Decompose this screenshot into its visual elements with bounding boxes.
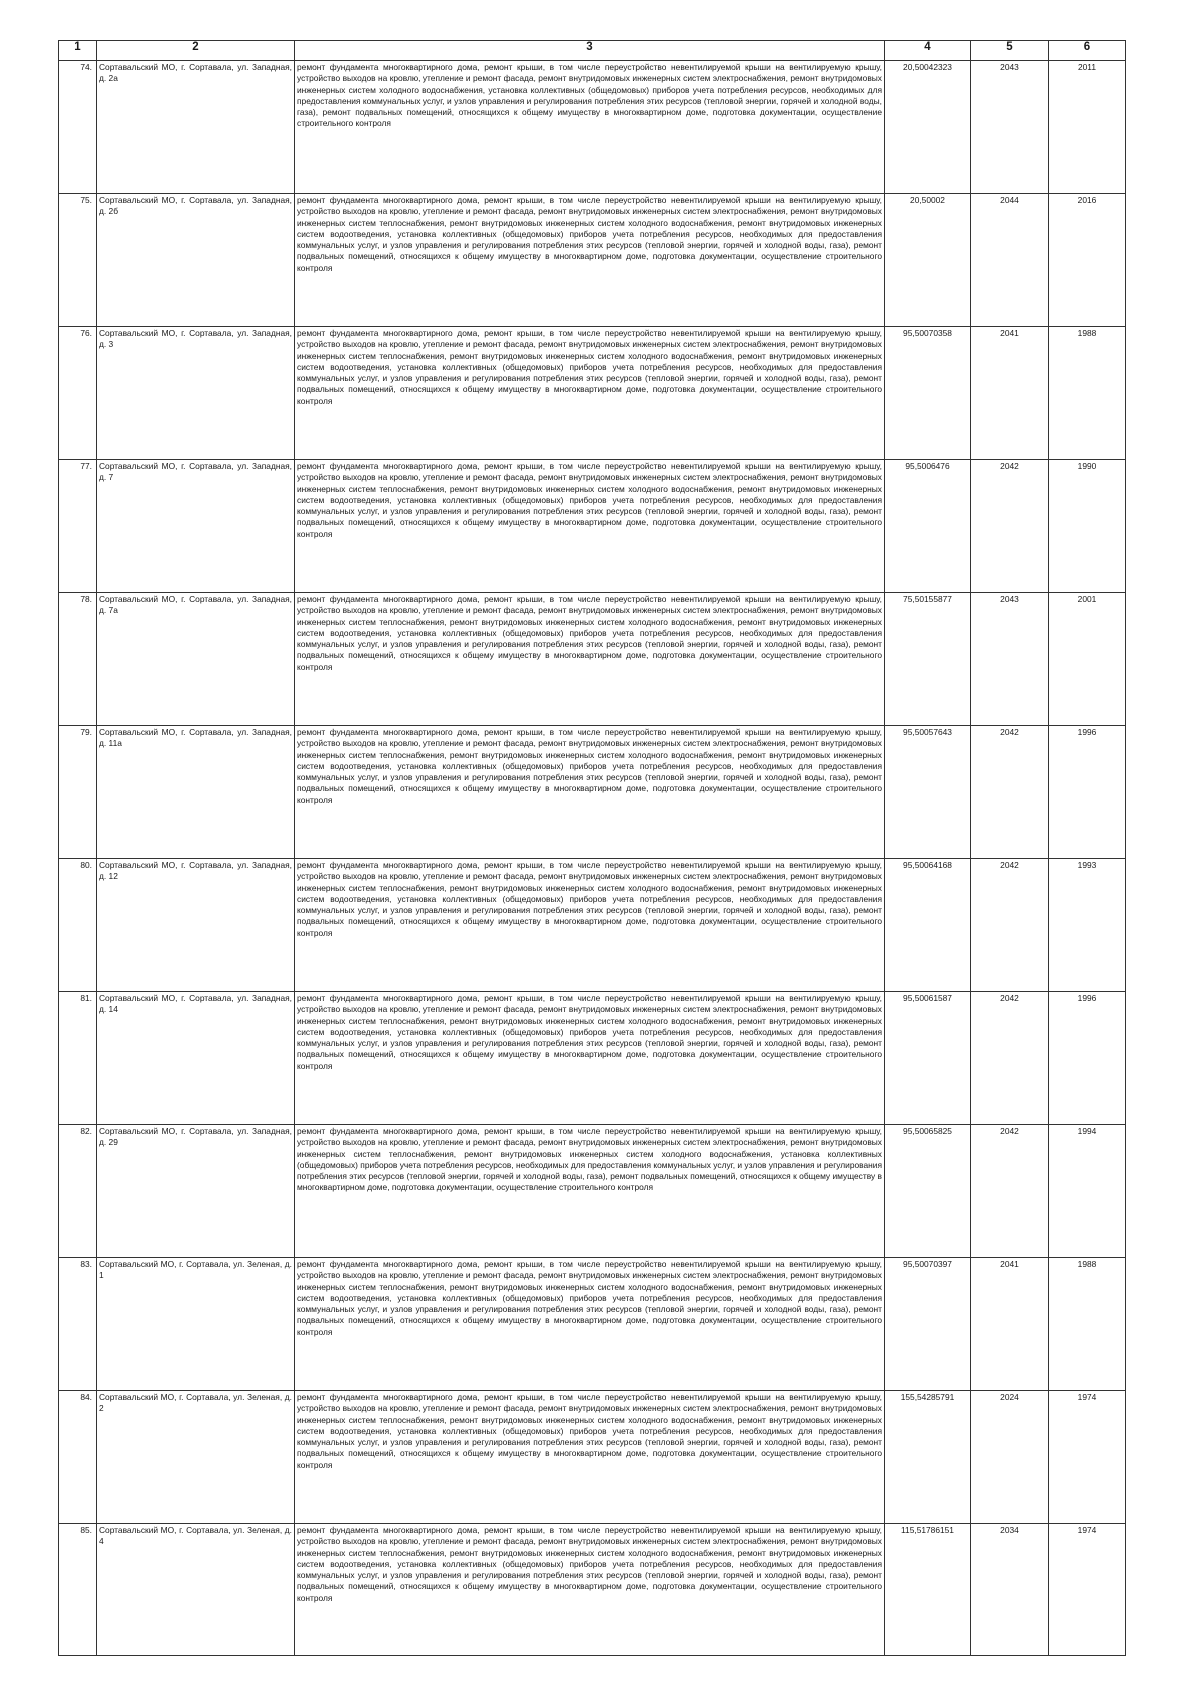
works-description-cell: ремонт фундамента многоквартирного дома, ремонт крыши, в том числе переустройство невентилируемой крыши на вентилируемую крышу, устройство выходов на кровлю, утепление и ремонт фасада, ремонт внутридомовых инженерных систем электроснабжения, ремонт внутридомовых инженерных систем холодного водоснабжения, установка коллективных (общедомовых) приборов учета потребления ресурсов, необходимых для предоставления коммунальных услуг, и узлов управления и регулирования потребления этих ресурсов (тепловой энергии, горячей и холодной воды, газа), ремонт подвальных помещений, относящихся к общему имуществу в многоквартирном доме, подготовка документации, осуществление строительного контроля: [295, 61, 885, 194]
column-header-4: 4: [885, 41, 971, 61]
address-cell: Сортавальский МО, г. Сортавала, ул. Западная, д. 11а: [97, 726, 295, 859]
works-description-cell: ремонт фундамента многоквартирного дома, ремонт крыши, в том числе переустройство невентилируемой крыши на вентилируемую крышу, устройство выходов на кровлю, утепление и ремонт фасада, ремонт внутридомовых инженерных систем электроснабжения, ремонт внутридомовых инженерных систем теплоснабжения, ремонт внутридомовых инженерных систем холодного водоснабжения, ремонт внутридомовых инженерных систем водоотведения, установка коллективных (общедомовых) приборов учета потребления ресурсов, необходимых для предоставления коммунальных услуг, и узлов управления и регулирования потребления этих ресурсов (тепловой энергии, горячей и холодной воды, газа), ремонт подвальных помещений, относящихся к общему имуществу в многоквартирном доме, подготовка документации, осуществление строительного контроля: [295, 1258, 885, 1391]
planned-year-cell: 2042: [971, 1125, 1049, 1258]
column-header-6: 6: [1049, 41, 1126, 61]
row-number: 81.: [59, 992, 97, 1125]
cost-cell: 95,50065825: [885, 1125, 971, 1258]
header-row: [59, 41, 1126, 61]
cost-cell: 20,50042323: [885, 61, 971, 194]
table-row: [59, 1391, 1126, 1524]
row-number: 84.: [59, 1391, 97, 1524]
address-cell: Сортавальский МО, г. Сортавала, ул. Зеленая, д. 1: [97, 1258, 295, 1391]
built-year-cell: 1974: [1049, 1524, 1126, 1656]
built-year-cell: 1988: [1049, 327, 1126, 460]
built-year-cell: 2011: [1049, 61, 1126, 194]
address-cell: Сортавальский МО, г. Сортавала, ул. Западная, д. 7: [97, 460, 295, 593]
address-cell: Сортавальский МО, г. Сортавала, ул. Западная, д. 7а: [97, 593, 295, 726]
row-number: 80.: [59, 859, 97, 992]
planned-year-cell: 2041: [971, 1258, 1049, 1391]
works-description-cell: ремонт фундамента многоквартирного дома, ремонт крыши, в том числе переустройство невентилируемой крыши на вентилируемую крышу, устройство выходов на кровлю, утепление и ремонт фасада, ремонт внутридомовых инженерных систем электроснабжения, ремонт внутридомовых инженерных систем теплоснабжения, ремонт внутридомовых инженерных систем холодного водоснабжения, ремонт внутридомовых инженерных систем водоотведения, установка коллективных (общедомовых) приборов учета потребления ресурсов, необходимых для предоставления коммунальных услуг, и узлов управления и регулирования потребления этих ресурсов (тепловой энергии, горячей и холодной воды, газа), ремонт подвальных помещений, относящихся к общему имуществу в многоквартирном доме, подготовка документации, осуществление строительного контроля: [295, 460, 885, 593]
cost-cell: 155,54285791: [885, 1391, 971, 1524]
planned-year-cell: 2042: [971, 859, 1049, 992]
row-number: 77.: [59, 460, 97, 593]
cost-cell: 95,50070358: [885, 327, 971, 460]
cost-cell: 95,50070397: [885, 1258, 971, 1391]
table-row: [59, 726, 1126, 859]
planned-year-cell: 2024: [971, 1391, 1049, 1524]
address-cell: Сортавальский МО, г. Сортавала, ул. Западная, д. 3: [97, 327, 295, 460]
cost-cell: 95,50061587: [885, 992, 971, 1125]
built-year-cell: 1974: [1049, 1391, 1126, 1524]
address-cell: Сортавальский МО, г. Сортавала, ул. Западная, д. 2а: [97, 61, 295, 194]
repair-schedule-table: [58, 40, 1126, 1656]
planned-year-cell: 2034: [971, 1524, 1049, 1656]
planned-year-cell: 2042: [971, 992, 1049, 1125]
works-description-cell: ремонт фундамента многоквартирного дома, ремонт крыши, в том числе переустройство невентилируемой крыши на вентилируемую крышу, устройство выходов на кровлю, утепление и ремонт фасада, ремонт внутридомовых инженерных систем электроснабжения, ремонт внутридомовых инженерных систем теплоснабжения, ремонт внутридомовых инженерных систем холодного водоснабжения, ремонт внутридомовых инженерных систем водоотведения, установка коллективных (общедомовых) приборов учета потребления ресурсов, необходимых для предоставления коммунальных услуг, и узлов управления и регулирования потребления этих ресурсов (тепловой энергии, горячей и холодной воды, газа), ремонт подвальных помещений, относящихся к общему имуществу в многоквартирном доме, подготовка документации, осуществление строительного контроля: [295, 859, 885, 992]
works-description-cell: ремонт фундамента многоквартирного дома, ремонт крыши, в том числе переустройство невентилируемой крыши на вентилируемую крышу, устройство выходов на кровлю, утепление и ремонт фасада, ремонт внутридомовых инженерных систем электроснабжения, ремонт внутридомовых инженерных систем теплоснабжения, ремонт внутридомовых инженерных систем холодного водоснабжения, ремонт внутридомовых инженерных систем водоотведения, установка коллективных (общедомовых) приборов учета потребления ресурсов, необходимых для предоставления коммунальных услуг, и узлов управления и регулирования потребления этих ресурсов (тепловой энергии, горячей и холодной воды, газа), ремонт подвальных помещений, относящихся к общему имуществу в многоквартирном доме, подготовка документации, осуществление строительного контроля: [295, 1391, 885, 1524]
column-header-3: 3: [295, 41, 885, 61]
works-description-cell: ремонт фундамента многоквартирного дома, ремонт крыши, в том числе переустройство невентилируемой крыши на вентилируемую крышу, устройство выходов на кровлю, утепление и ремонт фасада, ремонт внутридомовых инженерных систем электроснабжения, ремонт внутридомовых инженерных систем теплоснабжения, ремонт внутридомовых инженерных систем холодного водоснабжения, ремонт внутридомовых инженерных систем водоотведения, установка коллективных (общедомовых) приборов учета потребления ресурсов, необходимых для предоставления коммунальных услуг, и узлов управления и регулирования потребления этих ресурсов (тепловой энергии, горячей и холодной воды, газа), ремонт подвальных помещений, относящихся к общему имуществу в многоквартирном доме, подготовка документации, осуществление строительного контроля: [295, 194, 885, 327]
table-row: [59, 1125, 1126, 1258]
cost-cell: 20,50002: [885, 194, 971, 327]
address-cell: Сортавальский МО, г. Сортавала, ул. Зеленая, д. 2: [97, 1391, 295, 1524]
table-row: [59, 859, 1126, 992]
column-header-2: 2: [97, 41, 295, 61]
cost-cell: 95,50057643: [885, 726, 971, 859]
built-year-cell: 1988: [1049, 1258, 1126, 1391]
planned-year-cell: 2041: [971, 327, 1049, 460]
address-cell: Сортавальский МО, г. Сортавала, ул. Западная, д. 12: [97, 859, 295, 992]
row-number: 85.: [59, 1524, 97, 1656]
built-year-cell: 1990: [1049, 460, 1126, 593]
address-cell: Сортавальский МО, г. Сортавала, ул. Западная, д. 29: [97, 1125, 295, 1258]
planned-year-cell: 2042: [971, 460, 1049, 593]
row-number: 74.: [59, 61, 97, 194]
table-row: [59, 460, 1126, 593]
works-description-cell: ремонт фундамента многоквартирного дома, ремонт крыши, в том числе переустройство невентилируемой крыши на вентилируемую крышу, устройство выходов на кровлю, утепление и ремонт фасада, ремонт внутридомовых инженерных систем электроснабжения, ремонт внутридомовых инженерных систем теплоснабжения, ремонт внутридомовых инженерных систем холодного водоснабжения, ремонт внутридомовых инженерных систем водоотведения, установка коллективных (общедомовых) приборов учета потребления ресурсов, необходимых для предоставления коммунальных услуг, и узлов управления и регулирования потребления этих ресурсов (тепловой энергии, горячей и холодной воды, газа), ремонт подвальных помещений, относящихся к общему имуществу в многоквартирном доме, подготовка документации, осуществление строительного контроля: [295, 726, 885, 859]
table-row: [59, 61, 1126, 194]
built-year-cell: 1996: [1049, 726, 1126, 859]
built-year-cell: 2016: [1049, 194, 1126, 327]
row-number: 76.: [59, 327, 97, 460]
table-row: [59, 327, 1126, 460]
row-number: 79.: [59, 726, 97, 859]
cost-cell: 75,50155877: [885, 593, 971, 726]
planned-year-cell: 2043: [971, 593, 1049, 726]
planned-year-cell: 2043: [971, 61, 1049, 194]
document-page: [58, 40, 1126, 1656]
row-number: 83.: [59, 1258, 97, 1391]
table-row: [59, 194, 1126, 327]
column-header-5: 5: [971, 41, 1049, 61]
column-header-1: 1: [59, 41, 97, 61]
address-cell: Сортавальский МО, г. Сортавала, ул. Западная, д. 14: [97, 992, 295, 1125]
address-cell: Сортавальский МО, г. Сортавала, ул. Западная, д. 2б: [97, 194, 295, 327]
works-description-cell: ремонт фундамента многоквартирного дома, ремонт крыши, в том числе переустройство невентилируемой крыши на вентилируемую крышу, устройство выходов на кровлю, утепление и ремонт фасада, ремонт внутридомовых инженерных систем электроснабжения, ремонт внутридомовых инженерных систем теплоснабжения, ремонт внутридомовых инженерных систем холодного водоснабжения, ремонт внутридомовых инженерных систем водоотведения, установка коллективных (общедомовых) приборов учета потребления ресурсов, необходимых для предоставления коммунальных услуг, и узлов управления и регулирования потребления этих ресурсов (тепловой энергии, горячей и холодной воды, газа), ремонт подвальных помещений, относящихся к общему имуществу в многоквартирном доме, подготовка документации, осуществление строительного контроля: [295, 992, 885, 1125]
works-description-cell: ремонт фундамента многоквартирного дома, ремонт крыши, в том числе переустройство невентилируемой крыши на вентилируемую крышу, устройство выходов на кровлю, утепление и ремонт фасада, ремонт внутридомовых инженерных систем электроснабжения, ремонт внутридомовых инженерных систем теплоснабжения, ремонт внутридомовых инженерных систем холодного водоснабжения, ремонт внутридомовых инженерных систем водоотведения, установка коллективных (общедомовых) приборов учета потребления ресурсов, необходимых для предоставления коммунальных услуг, и узлов управления и регулирования потребления этих ресурсов (тепловой энергии, горячей и холодной воды, газа), ремонт подвальных помещений, относящихся к общему имуществу в многоквартирном доме, подготовка документации, осуществление строительного контроля: [295, 593, 885, 726]
row-number: 75.: [59, 194, 97, 327]
cost-cell: 95,50064168: [885, 859, 971, 992]
planned-year-cell: 2044: [971, 194, 1049, 327]
table-row: [59, 593, 1126, 726]
table-row: [59, 1524, 1126, 1656]
cost-cell: 95,5006476: [885, 460, 971, 593]
built-year-cell: 1994: [1049, 1125, 1126, 1258]
table-header: [59, 41, 1126, 61]
built-year-cell: 2001: [1049, 593, 1126, 726]
table-row: [59, 1258, 1126, 1391]
cost-cell: 115,51786151: [885, 1524, 971, 1656]
table-body: [59, 61, 1126, 1656]
row-number: 82.: [59, 1125, 97, 1258]
works-description-cell: ремонт фундамента многоквартирного дома, ремонт крыши, в том числе переустройство невентилируемой крыши на вентилируемую крышу, устройство выходов на кровлю, утепление и ремонт фасада, ремонт внутридомовых инженерных систем электроснабжения, ремонт внутридомовых инженерных систем теплоснабжения, ремонт внутридомовых инженерных систем холодного водоснабжения, установка коллективных (общедомовых) приборов учета потребления ресурсов, необходимых для предоставления коммунальных услуг, и узлов управления и регулирования потребления этих ресурсов (тепловой энергии, горячей и холодной воды, газа), ремонт подвальных помещений, относящихся к общему имуществу в многоквартирном доме, подготовка документации, осуществление строительного контроля: [295, 1125, 885, 1258]
built-year-cell: 1996: [1049, 992, 1126, 1125]
row-number: 78.: [59, 593, 97, 726]
works-description-cell: ремонт фундамента многоквартирного дома, ремонт крыши, в том числе переустройство невентилируемой крыши на вентилируемую крышу, устройство выходов на кровлю, утепление и ремонт фасада, ремонт внутридомовых инженерных систем электроснабжения, ремонт внутридомовых инженерных систем теплоснабжения, ремонт внутридомовых инженерных систем холодного водоснабжения, ремонт внутридомовых инженерных систем водоотведения, установка коллективных (общедомовых) приборов учета потребления ресурсов, необходимых для предоставления коммунальных услуг, и узлов управления и регулирования потребления этих ресурсов (тепловой энергии, горячей и холодной воды, газа), ремонт подвальных помещений, относящихся к общему имуществу в многоквартирном доме, подготовка документации, осуществление строительного контроля: [295, 327, 885, 460]
table-row: [59, 992, 1126, 1125]
address-cell: Сортавальский МО, г. Сортавала, ул. Зеленая, д. 4: [97, 1524, 295, 1656]
planned-year-cell: 2042: [971, 726, 1049, 859]
works-description-cell: ремонт фундамента многоквартирного дома, ремонт крыши, в том числе переустройство невентилируемой крыши на вентилируемую крышу, устройство выходов на кровлю, утепление и ремонт фасада, ремонт внутридомовых инженерных систем электроснабжения, ремонт внутридомовых инженерных систем теплоснабжения, ремонт внутридомовых инженерных систем холодного водоснабжения, ремонт внутридомовых инженерных систем водоотведения, установка коллективных (общедомовых) приборов учета потребления ресурсов, необходимых для предоставления коммунальных услуг, и узлов управления и регулирования потребления этих ресурсов (тепловой энергии, горячей и холодной воды, газа), ремонт подвальных помещений, относящихся к общему имуществу в многоквартирном доме, подготовка документации, осуществление строительного контроля: [295, 1524, 885, 1656]
built-year-cell: 1993: [1049, 859, 1126, 992]
